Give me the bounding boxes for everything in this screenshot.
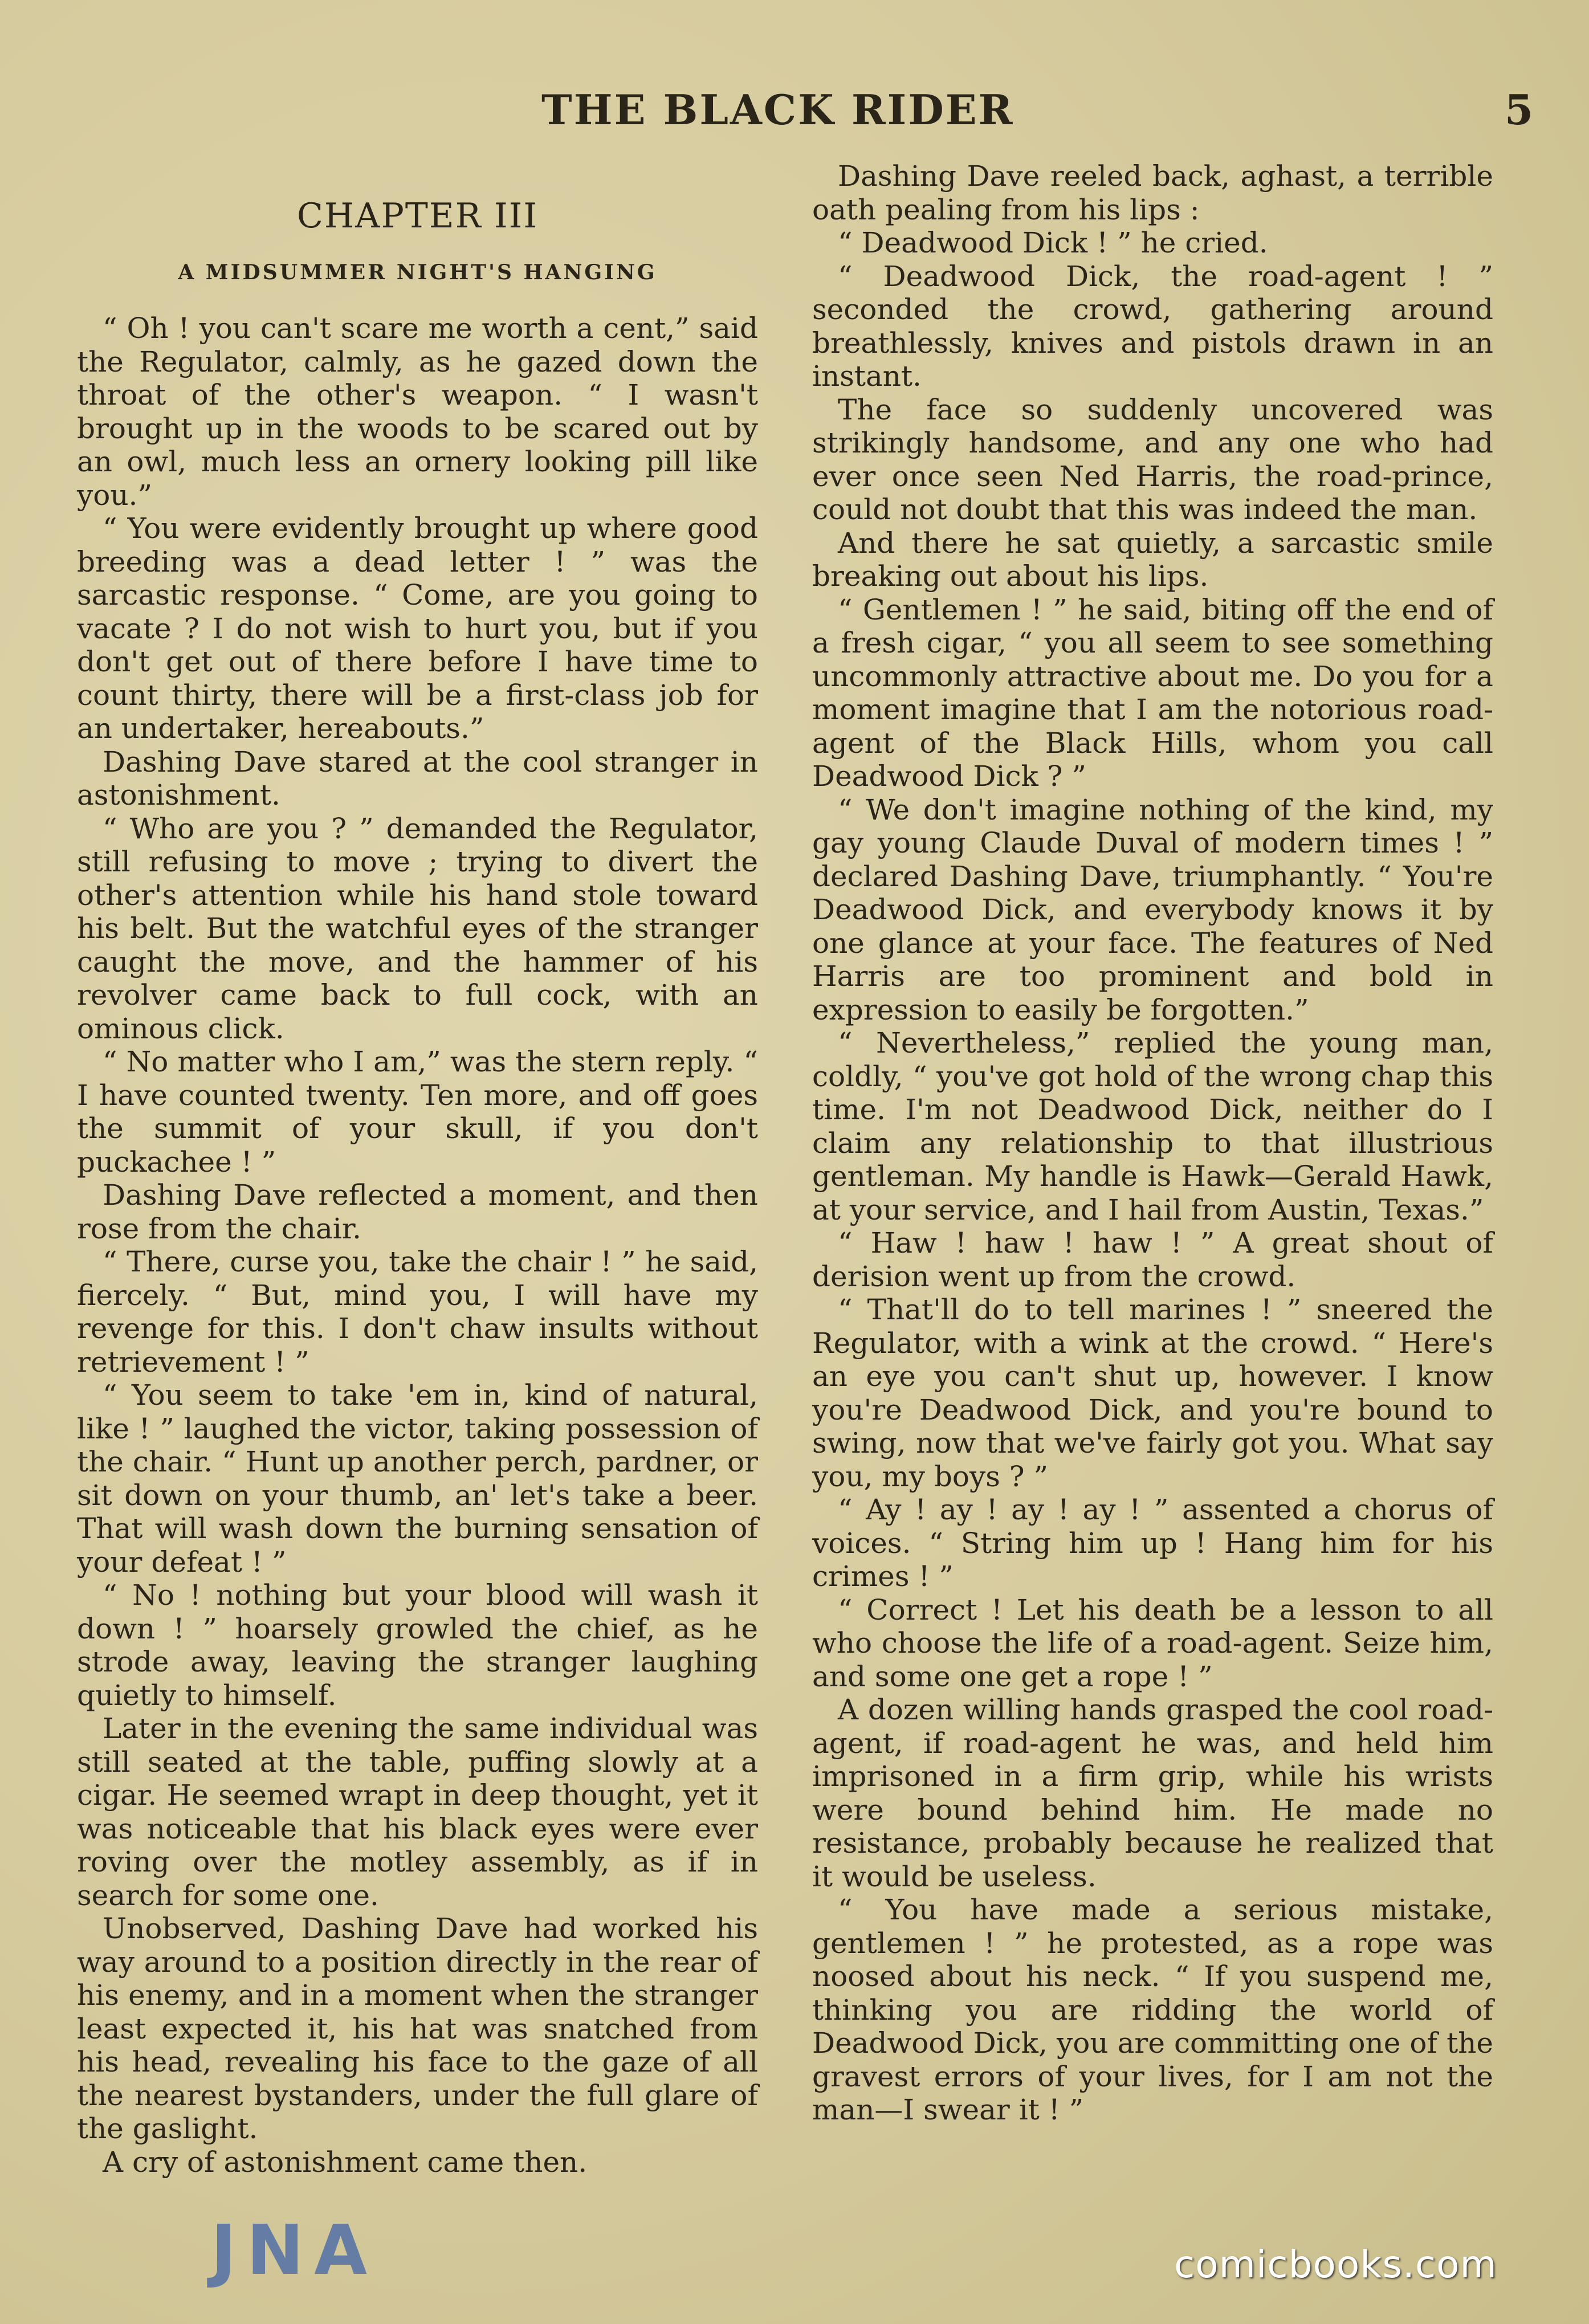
paragraph: “ Gentlemen ! ” he said, biting off the end of a fresh cigar, “ you all seem to see something uncommonly attractive about me. Do you for a moment imagine that I am the notorious road-agent of the Black Hills, whom you call Deadwood Dick ? ” — [812, 593, 1493, 793]
paragraph: “ You seem to take 'em in, kind of natural, like ! ” laughed the victor, taking possession of the chair. “ Hunt up another perch, pardner, or sit down on your thumb, an' let's take a beer. That will wash down the burning sensation of your defeat ! ” — [77, 1379, 758, 1579]
paragraph: “ You were evidently brought up where good breeding was a dead letter ! ” was the sarcastic response. “ Come, are you going to vacate ? I do not wish to hurt you, but if you don't get out of there before I have time to count thirty, there will be a first-class job for an undertaker, hereabouts.” — [77, 512, 758, 745]
paragraph: “ Deadwood Dick ! ” he cried. — [838, 226, 1268, 259]
paragraph: A cry of astonishment came then. — [103, 2145, 588, 2179]
ink-stamp: JNA — [211, 2211, 377, 2290]
paragraph: “ Deadwood Dick, the road-agent ! ” seconded the crowd, gathering around breathlessly, knives and pistols drawn in an instant. — [812, 259, 1493, 393]
paragraph: Dashing Dave reflected a moment, and then rose from the chair. — [77, 1179, 758, 1245]
chapter-heading: CHAPTER III — [296, 196, 539, 236]
chapter-subtitle: A MIDSUMMER NIGHT'S HANGING — [178, 260, 657, 284]
paragraph: Dashing Dave stared at the cool stranger in astonishment. — [77, 745, 758, 812]
paragraph: “ That'll do to tell marines ! ” sneered the Regulator, with a wink at the crowd. “ Here's an eye you can't shut up, however. I know you're Deadwood Dick, and you're bound to swing, now that we've fairly got you. What say you, my boys ? ” — [812, 1293, 1493, 1493]
paragraph: “ No matter who I am,” was the stern reply. “ I have counted twenty. Ten more, and off goes the summit of your skull, if you don't puckachee ! ” — [77, 1045, 758, 1179]
paragraph: Dashing Dave reeled back, aghast, a terrible oath pealing from his lips : — [812, 160, 1493, 226]
paragraph: “ Nevertheless,” replied the young man, coldly, “ you've got hold of the wrong chap this time. I'm not Deadwood Dick, neither do I claim any relationship to that illustrious gentleman. My handle is Hawk—Gerald Hawk, at your service, and I hail from Austin, Texas.” — [812, 1026, 1493, 1226]
paragraph: A dozen willing hands grasped the cool road-agent, if road-agent he was, and held him imprisoned in a firm grip, while his wrists were bound behind him. He made no resistance, probably because he realized that it would be useless. — [812, 1693, 1493, 1893]
paragraph: “ Who are you ? ” demanded the Regulator, still refusing to move ; trying to divert the other's attention while his hand stole toward his belt. But the watchful eyes of the stranger caught the move, and the hammer of his revolver came back to full cock, with an ominous click. — [77, 812, 758, 1045]
paragraph: “ Ay ! ay ! ay ! ay ! ” assented a chorus of voices. “ String him up ! Hang him for his crimes ! ” — [812, 1493, 1493, 1593]
paragraph: The face so suddenly uncovered was strikingly handsome, and any one who had ever once seen Ned Harris, the road-prince, could not doubt that this was indeed the man. — [812, 393, 1493, 526]
running-title: THE BLACK RIDER — [541, 85, 1014, 134]
paragraph: “ No ! nothing but your blood will wash it down ! ” hoarsely growled the chief, as he strode away, leaving the stranger laughing quietly to himself. — [77, 1579, 758, 1712]
paragraph: And there he sat quietly, a sarcastic smile breaking out about his lips. — [812, 526, 1493, 593]
watermark: comicbooks.com — [1174, 2243, 1497, 2286]
right-column — [812, 160, 1493, 2127]
paragraph: “ Oh ! you can't scare me worth a cent,” said the Regulator, calmly, as he gazed down the throat of the other's weapon. “ I wasn't brought up in the woods to be scared out by an owl, much less an ornery looking pill like you.” — [77, 312, 758, 512]
paragraph: “ We don't imagine nothing of the kind, my gay young Claude Duval of modern times ! ” declared Dashing Dave, triumphantly. “ You're Deadwood Dick, and everybody knows it by one glance at your face. The features of Ned Harris are too prominent and bold in expression to easily be forgotten.” — [812, 793, 1493, 1026]
paragraph: Unobserved, Dashing Dave had worked his way around to a position directly in the rear of his enemy, and in a moment when the stranger least expected it, his hat was snatched from his head, revealing his face to the gaze of all the nearest bystanders, under the full glare of the gaslight. — [77, 1912, 758, 2145]
paragraph: Later in the evening the same individual was still seated at the table, puffing slowly at a cigar. He seemed wrapt in deep thought, yet it was noticeable that his black eyes were ever roving over the motley assembly, as if in search for some one. — [77, 1712, 758, 1912]
left-column — [77, 188, 758, 2179]
paragraph: “ There, curse you, take the chair ! ” he said, fiercely. “ But, mind you, I will have my revenge for this. I don't chaw insults without retrievement ! ” — [77, 1245, 758, 1379]
paragraph: “ Haw ! haw ! haw ! ” A great shout of derision went up from the crowd. — [812, 1226, 1493, 1293]
page-header — [0, 85, 1589, 148]
paragraph: “ Correct ! Let his death be a lesson to all who choose the life of a road-agent. Seize him, and some one get a rope ! ” — [812, 1593, 1493, 1693]
paragraph: “ You have made a serious mistake, gentlemen ! ” he protested, as a rope was noosed about his neck. “ If you suspend me, thinking you are ridding the world of Deadwood Dick, you are committing one of the gravest errors of your lives, for I am not the man—I swear it ! ” — [812, 1893, 1493, 2126]
page-number: 5 — [1505, 85, 1534, 134]
